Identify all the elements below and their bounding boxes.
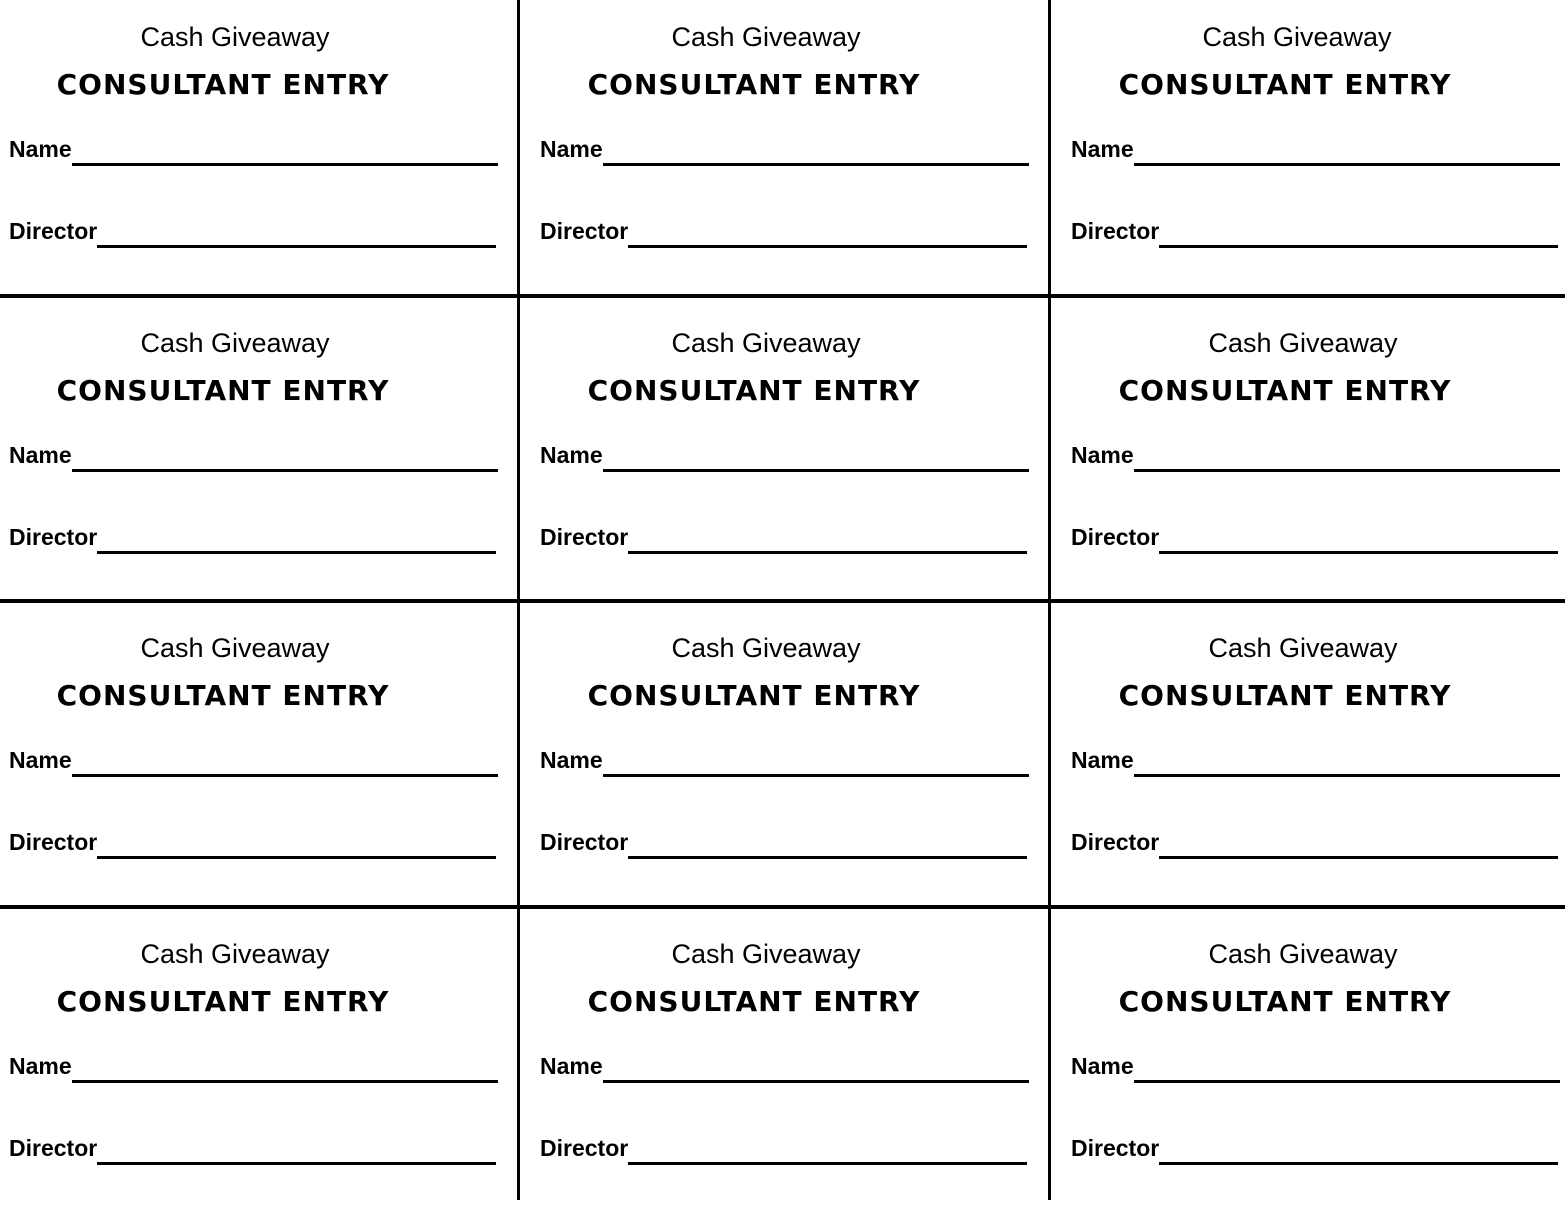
director-label: Director <box>9 218 98 244</box>
ticket-subtitle: Cash Giveaway <box>671 328 861 358</box>
entry-ticket <box>1062 611 1565 911</box>
name-write-line[interactable] <box>1134 1080 1560 1083</box>
director-write-line[interactable] <box>97 1162 496 1165</box>
name-field[interactable] <box>540 745 1029 775</box>
name-write-line[interactable] <box>1134 774 1560 777</box>
ticket-title: CONSULTANT ENTRY <box>56 679 390 712</box>
director-label: Director <box>9 1135 98 1161</box>
name-field[interactable] <box>540 134 1029 164</box>
ticket-subtitle: Cash Giveaway <box>1208 633 1398 663</box>
row-divider <box>0 599 1565 603</box>
name-write-line[interactable] <box>72 1080 498 1083</box>
name-label: Name <box>1071 1053 1134 1079</box>
ticket-subtitle: Cash Giveaway <box>1202 22 1392 52</box>
name-label: Name <box>1071 442 1134 468</box>
director-field[interactable] <box>540 216 1027 246</box>
director-field[interactable] <box>1071 827 1558 857</box>
name-field[interactable] <box>9 745 498 775</box>
ticket-title: CONSULTANT ENTRY <box>56 985 390 1018</box>
ticket-title: CONSULTANT ENTRY <box>1118 68 1452 101</box>
name-write-line[interactable] <box>603 469 1029 472</box>
name-write-line[interactable] <box>1134 469 1560 472</box>
director-label: Director <box>540 1135 629 1161</box>
name-write-line[interactable] <box>603 1080 1029 1083</box>
entry-ticket <box>531 306 1051 606</box>
entry-ticket <box>0 611 520 911</box>
ticket-subtitle: Cash Giveaway <box>671 939 861 969</box>
director-label: Director <box>9 829 98 855</box>
director-field[interactable] <box>9 827 496 857</box>
name-write-line[interactable] <box>1134 163 1560 166</box>
name-field[interactable] <box>9 440 498 470</box>
director-write-line[interactable] <box>97 856 496 859</box>
name-label: Name <box>1071 747 1134 773</box>
entry-ticket <box>531 611 1051 911</box>
entry-ticket <box>531 917 1051 1217</box>
entry-ticket <box>531 0 1051 300</box>
name-field[interactable] <box>1071 440 1560 470</box>
ticket-subtitle: Cash Giveaway <box>140 22 330 52</box>
ticket-subtitle: Cash Giveaway <box>140 328 330 358</box>
ticket-subtitle: Cash Giveaway <box>1208 328 1398 358</box>
director-field[interactable] <box>540 1133 1027 1163</box>
entry-ticket <box>0 0 520 300</box>
director-write-line[interactable] <box>628 245 1027 248</box>
ticket-title: CONSULTANT ENTRY <box>587 68 921 101</box>
director-field[interactable] <box>9 522 496 552</box>
name-write-line[interactable] <box>603 163 1029 166</box>
director-write-line[interactable] <box>1159 245 1558 248</box>
ticket-title: CONSULTANT ENTRY <box>587 985 921 1018</box>
name-field[interactable] <box>9 1051 498 1081</box>
name-label: Name <box>540 442 603 468</box>
director-label: Director <box>540 218 629 244</box>
ticket-title: CONSULTANT ENTRY <box>56 374 390 407</box>
ticket-subtitle: Cash Giveaway <box>140 939 330 969</box>
director-write-line[interactable] <box>97 551 496 554</box>
name-label: Name <box>1071 136 1134 162</box>
name-write-line[interactable] <box>72 774 498 777</box>
director-field[interactable] <box>1071 1133 1558 1163</box>
director-write-line[interactable] <box>97 245 496 248</box>
director-label: Director <box>9 524 98 550</box>
director-write-line[interactable] <box>628 856 1027 859</box>
director-label: Director <box>540 524 629 550</box>
name-field[interactable] <box>1071 134 1560 164</box>
director-label: Director <box>1071 218 1160 244</box>
entry-ticket <box>1062 917 1565 1217</box>
director-label: Director <box>1071 524 1160 550</box>
director-field[interactable] <box>1071 216 1558 246</box>
ticket-subtitle: Cash Giveaway <box>671 633 861 663</box>
name-label: Name <box>9 1053 72 1079</box>
director-field[interactable] <box>540 522 1027 552</box>
entry-ticket <box>1062 0 1565 300</box>
name-write-line[interactable] <box>72 163 498 166</box>
name-label: Name <box>9 442 72 468</box>
director-write-line[interactable] <box>1159 856 1558 859</box>
row-divider <box>0 294 1565 298</box>
name-field[interactable] <box>1071 1051 1560 1081</box>
name-field[interactable] <box>540 1051 1029 1081</box>
name-write-line[interactable] <box>603 774 1029 777</box>
director-write-line[interactable] <box>1159 551 1558 554</box>
director-label: Director <box>1071 1135 1160 1161</box>
name-write-line[interactable] <box>72 469 498 472</box>
director-field[interactable] <box>1071 522 1558 552</box>
ticket-title: CONSULTANT ENTRY <box>1118 374 1452 407</box>
director-label: Director <box>1071 829 1160 855</box>
ticket-title: CONSULTANT ENTRY <box>587 679 921 712</box>
entry-ticket <box>0 306 520 606</box>
director-label: Director <box>540 829 629 855</box>
director-write-line[interactable] <box>628 1162 1027 1165</box>
name-field[interactable] <box>9 134 498 164</box>
row-divider <box>0 905 1565 909</box>
director-write-line[interactable] <box>628 551 1027 554</box>
name-field[interactable] <box>540 440 1029 470</box>
director-field[interactable] <box>9 216 496 246</box>
ticket-title: CONSULTANT ENTRY <box>1118 985 1452 1018</box>
name-label: Name <box>9 747 72 773</box>
ticket-subtitle: Cash Giveaway <box>1208 939 1398 969</box>
name-label: Name <box>540 1053 603 1079</box>
entry-ticket <box>0 917 520 1217</box>
entry-ticket <box>1062 306 1565 606</box>
name-field[interactable] <box>1071 745 1560 775</box>
name-label: Name <box>540 747 603 773</box>
director-write-line[interactable] <box>1159 1162 1558 1165</box>
ticket-title: CONSULTANT ENTRY <box>56 68 390 101</box>
ticket-subtitle: Cash Giveaway <box>140 633 330 663</box>
name-label: Name <box>540 136 603 162</box>
ticket-subtitle: Cash Giveaway <box>671 22 861 52</box>
director-field[interactable] <box>540 827 1027 857</box>
name-label: Name <box>9 136 72 162</box>
ticket-title: CONSULTANT ENTRY <box>1118 679 1452 712</box>
director-field[interactable] <box>9 1133 496 1163</box>
ticket-title: CONSULTANT ENTRY <box>587 374 921 407</box>
